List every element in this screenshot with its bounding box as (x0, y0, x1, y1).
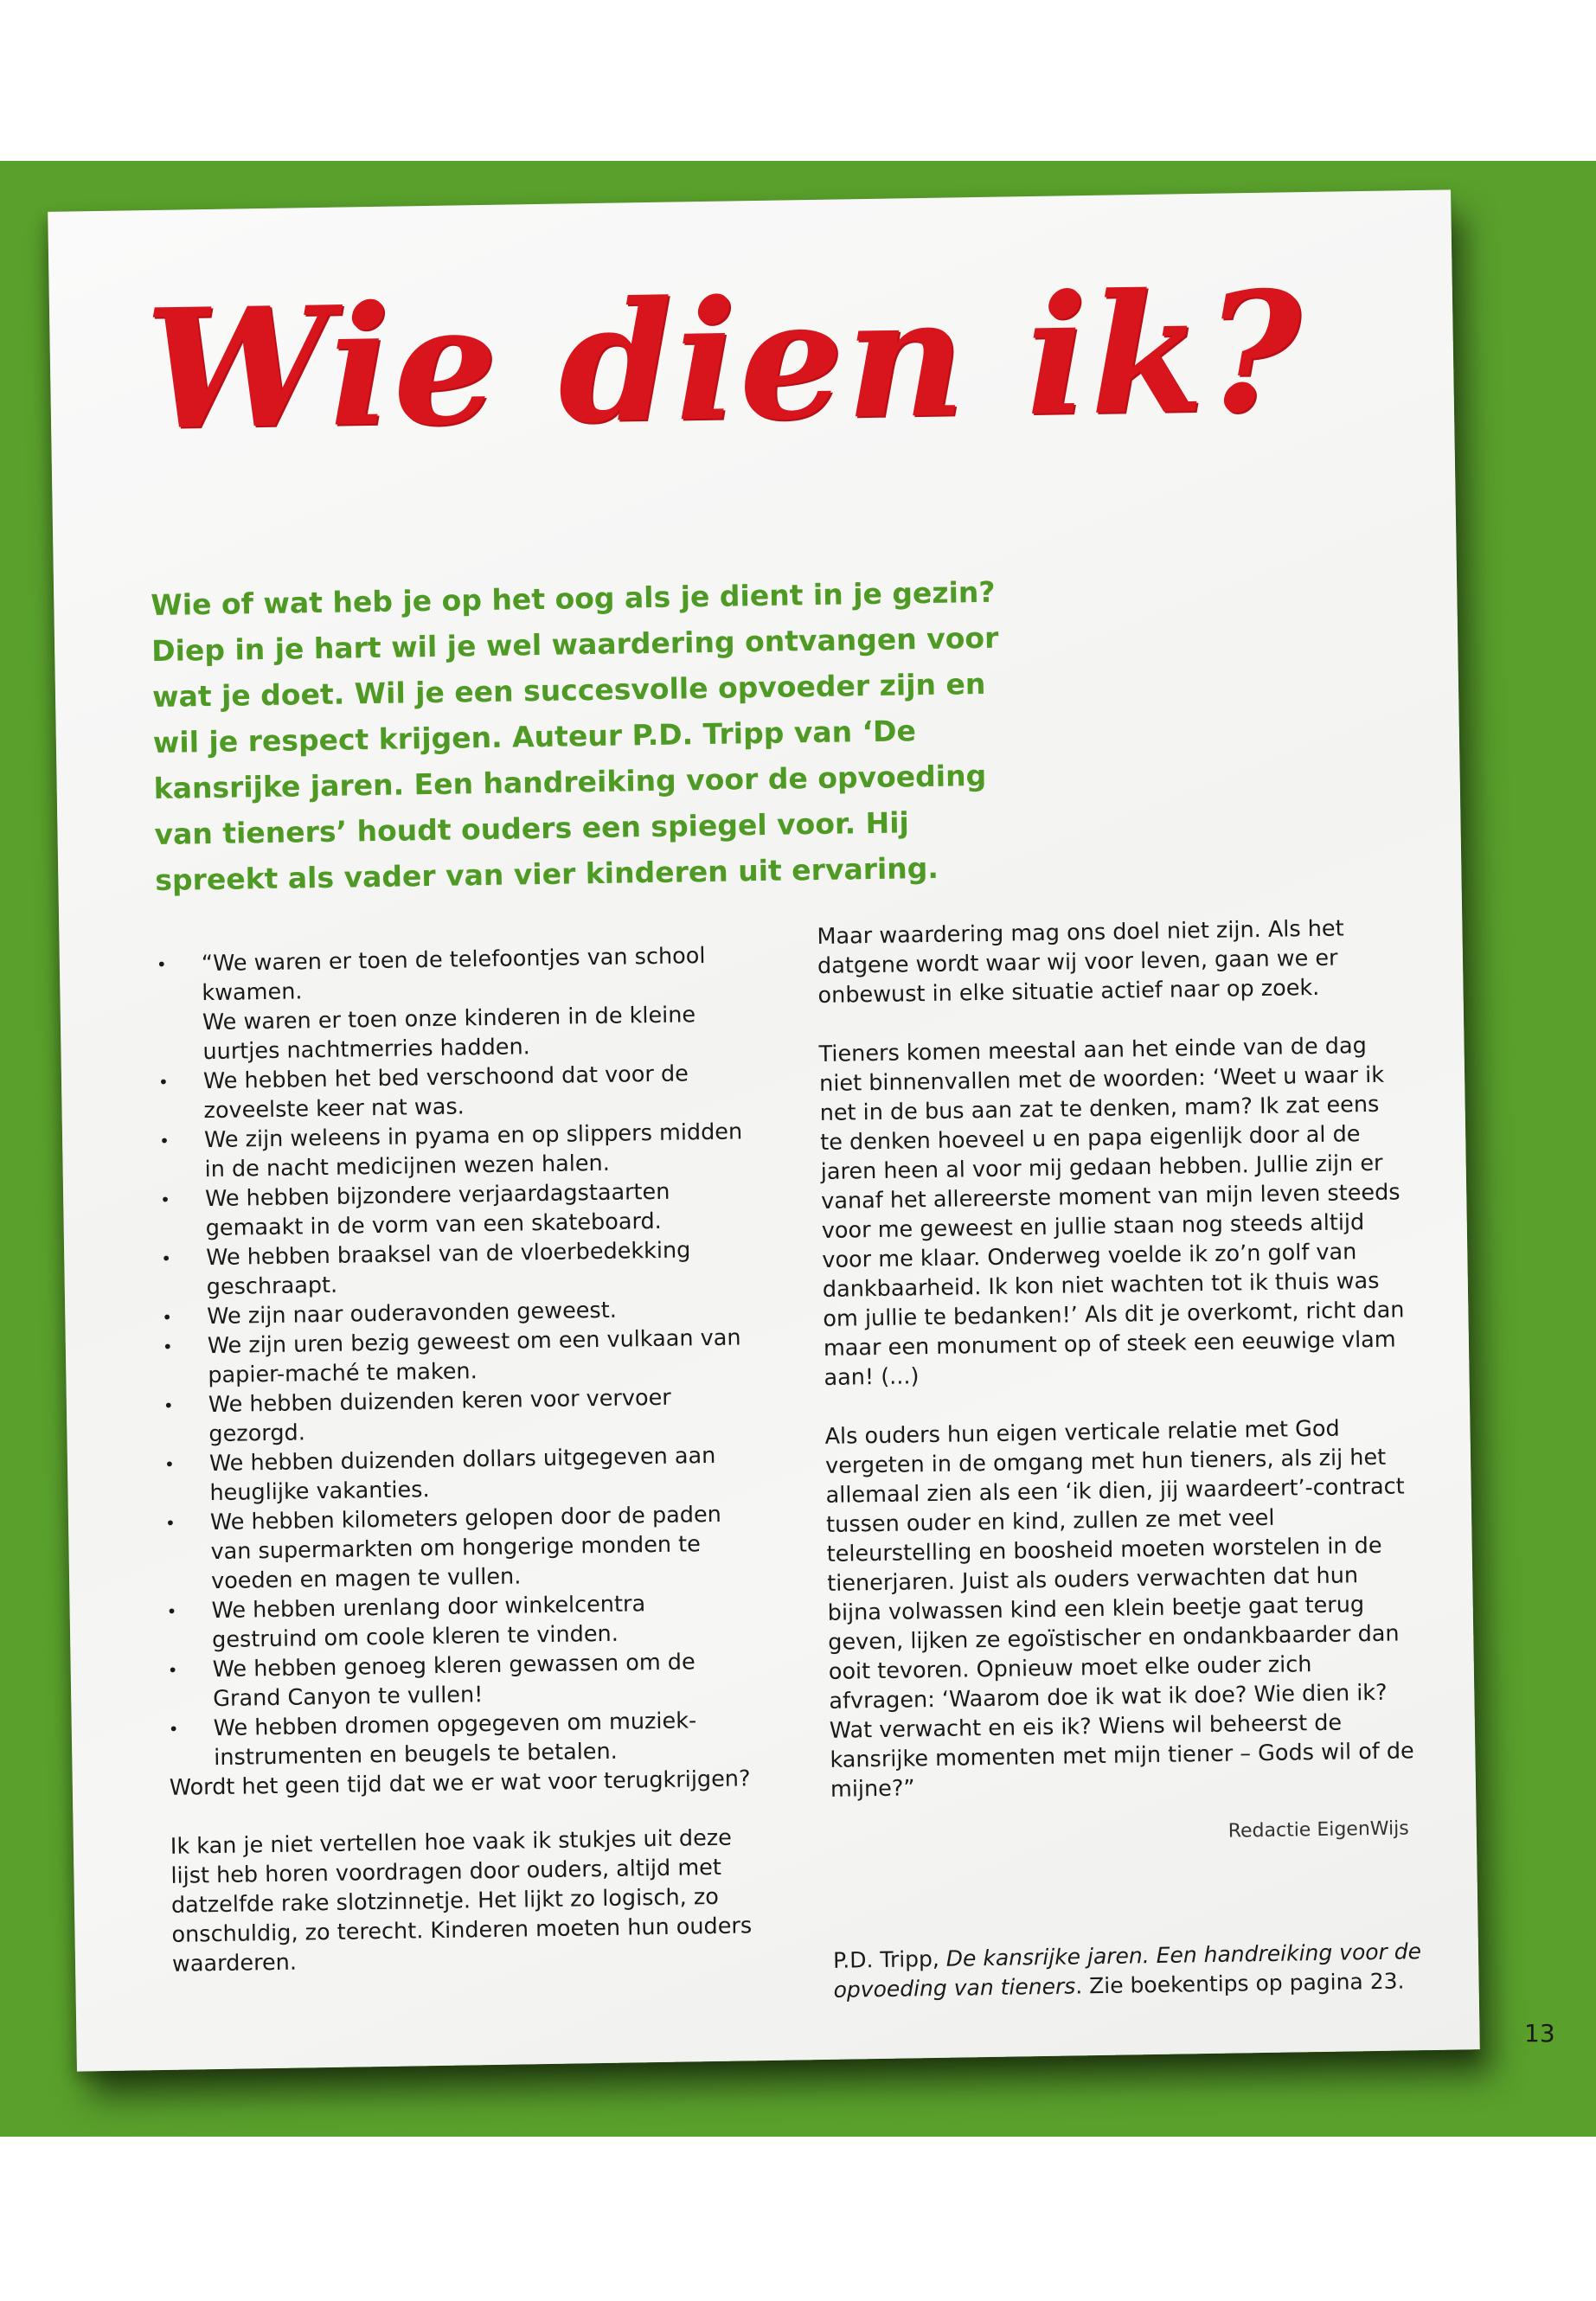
list-item: • We hebben duizenden dollars uitgegeven aan heuglijke vakanties. (164, 1440, 753, 1509)
list-item: • “We waren er toen de telefoontjes van school kwamen. (157, 940, 746, 1009)
left-column (157, 940, 761, 1979)
right-column (817, 913, 1422, 2005)
list-item: • We hebben duizenden keren voor vervoer gezorgd. (163, 1381, 753, 1450)
body-paragraph: Maar waardering mag ons doel niet zijn. Als het datgene wordt waar wij voor leven, gaan we er onbewust in elke situatie actief naar op zoek. (817, 915, 1344, 1009)
list-item: • We hebben bijzondere verjaardagstaarten gemaakt in de vorm van een skateboard. (160, 1176, 749, 1244)
list-item: • We zijn weleens in pyama en op slippers midden in de nacht medicijnen wezen halen. (159, 1117, 748, 1185)
parent-deeds-list (157, 940, 746, 1009)
list-item: • We hebben dromen opgegeven om muziek-instrumenten en beugels te betalen. (169, 1705, 758, 1773)
page-number: 13 (1524, 2019, 1555, 2048)
list-item: • We hebben braaksel van de vloerbedekking geschraapt. (161, 1234, 750, 1303)
book-citation (833, 1937, 1422, 2005)
body-paragraph: Tieners komen meestal aan het einde van de dag niet binnenvallen met de woorden: ‘Weet u waar ik net in de bus aan zat te denken, mam? Ik zat eens te denken hoeveel u en papa eigenlijk door al de jaren heen al voor mij gedaan hebben. Jullie zijn er vanaf het allereerste moment van mijn leven steeds voor me geweest en jullie staan nog steeds altijd voor me klaar. Onderweg voelde ik zo’n golf van dankbaarheid. Ik kon niet wachten tot ik thuis was om jullie te bedanken!’ Als dit je overkomt, richt dan maar een monument op of steek een eeuwige vlam aan! (...) (818, 1033, 1405, 1391)
closing-question: Wordt het geen tijd dat we er wat voor terugkrijgen? (169, 1766, 751, 1801)
list-item: • We hebben genoeg kleren gewassen om de Grand Canyon te vullen! (167, 1646, 756, 1715)
citation-title: De kansrijke jaren. Een handreiking voor de opvoeding van tieners (833, 1939, 1422, 2003)
list-item: • We hebben het bed verschoond dat voor de zoveelste keer nat was. (158, 1058, 747, 1126)
body-paragraph: Als ouders hun eigen verticale relatie met God vergeten in de omgang met hun tieners, als zij het allemaal zien als een ‘ik dien, jij waardeert’-contract tussen ouder en kind, zullen ze met veel teleurstelling en boosheid moeten worstelen in de tienerjaren. Juist als ouders verwachten dat hun bijna volwassen kind een klein beetje gaat terug geven, lijken ze egoïstischer en ondankbaarder dan ooit tevoren. Opnieuw moet elke ouder zich afvragen: ‘Waarom doe ik wat ik doe? Wie dien ik? Wat verwacht en eis ik? Wiens wil beheerst de kansrijke momenten met mijn tiener – Gods wil of de mijne?” (824, 1415, 1414, 1803)
paper-sheet (48, 189, 1480, 2071)
citation-suffix: . Zie boekentips op pagina 23. (1075, 1968, 1405, 1999)
list-item-continuation: We waren er toen onze kinderen in de kleine uurtjes nachtmerries hadden. (202, 1002, 696, 1066)
list-item: • We hebben kilometers gelopen door de paden van supermarkten om hongerige monden te voeden en magen te vullen. (165, 1499, 755, 1597)
list-item: • We zijn uren bezig geweest om een vulkaan van papier-maché te maken. (163, 1323, 752, 1391)
citation-author: P.D. Tripp, (832, 1945, 940, 1973)
list-item: • We zijn naar ouderavonden geweest. (162, 1293, 750, 1332)
article-intro: Wie of wat heb je op het oog als je dient in je gezin? Diep in je hart wil je wel waardering ontvangen voor wat je doet. Wil je een succesvolle opvoeder zijn en wil je respect krijgen. Auteur P.D. Tripp van ‘De kansrijke jaren. Een handreiking voor de opvoeding van tieners’ houdt ouders een spiegel voor. Hij spreekt als vader van vier kinderen uit ervaring. (151, 574, 999, 898)
editorial-signature: Redactie EigenWijs (1227, 1817, 1409, 1843)
article-title: Wie dien ik? (144, 255, 1305, 467)
list-item: • We hebben urenlang door winkelcentra gestruind om coole kleren te vinden. (166, 1587, 755, 1656)
parent-deeds-list-rest (158, 1058, 758, 1773)
body-paragraph: Ik kan je niet vertellen hoe vaak ik stukjes uit deze lijst heb horen voordragen door ouders, altijd met datzelfde rake slotzinnetje. Het lijkt zo logisch, zo onschuldig, zo terecht. Kinderen moeten hun ouders waarderen. (170, 1824, 753, 1977)
